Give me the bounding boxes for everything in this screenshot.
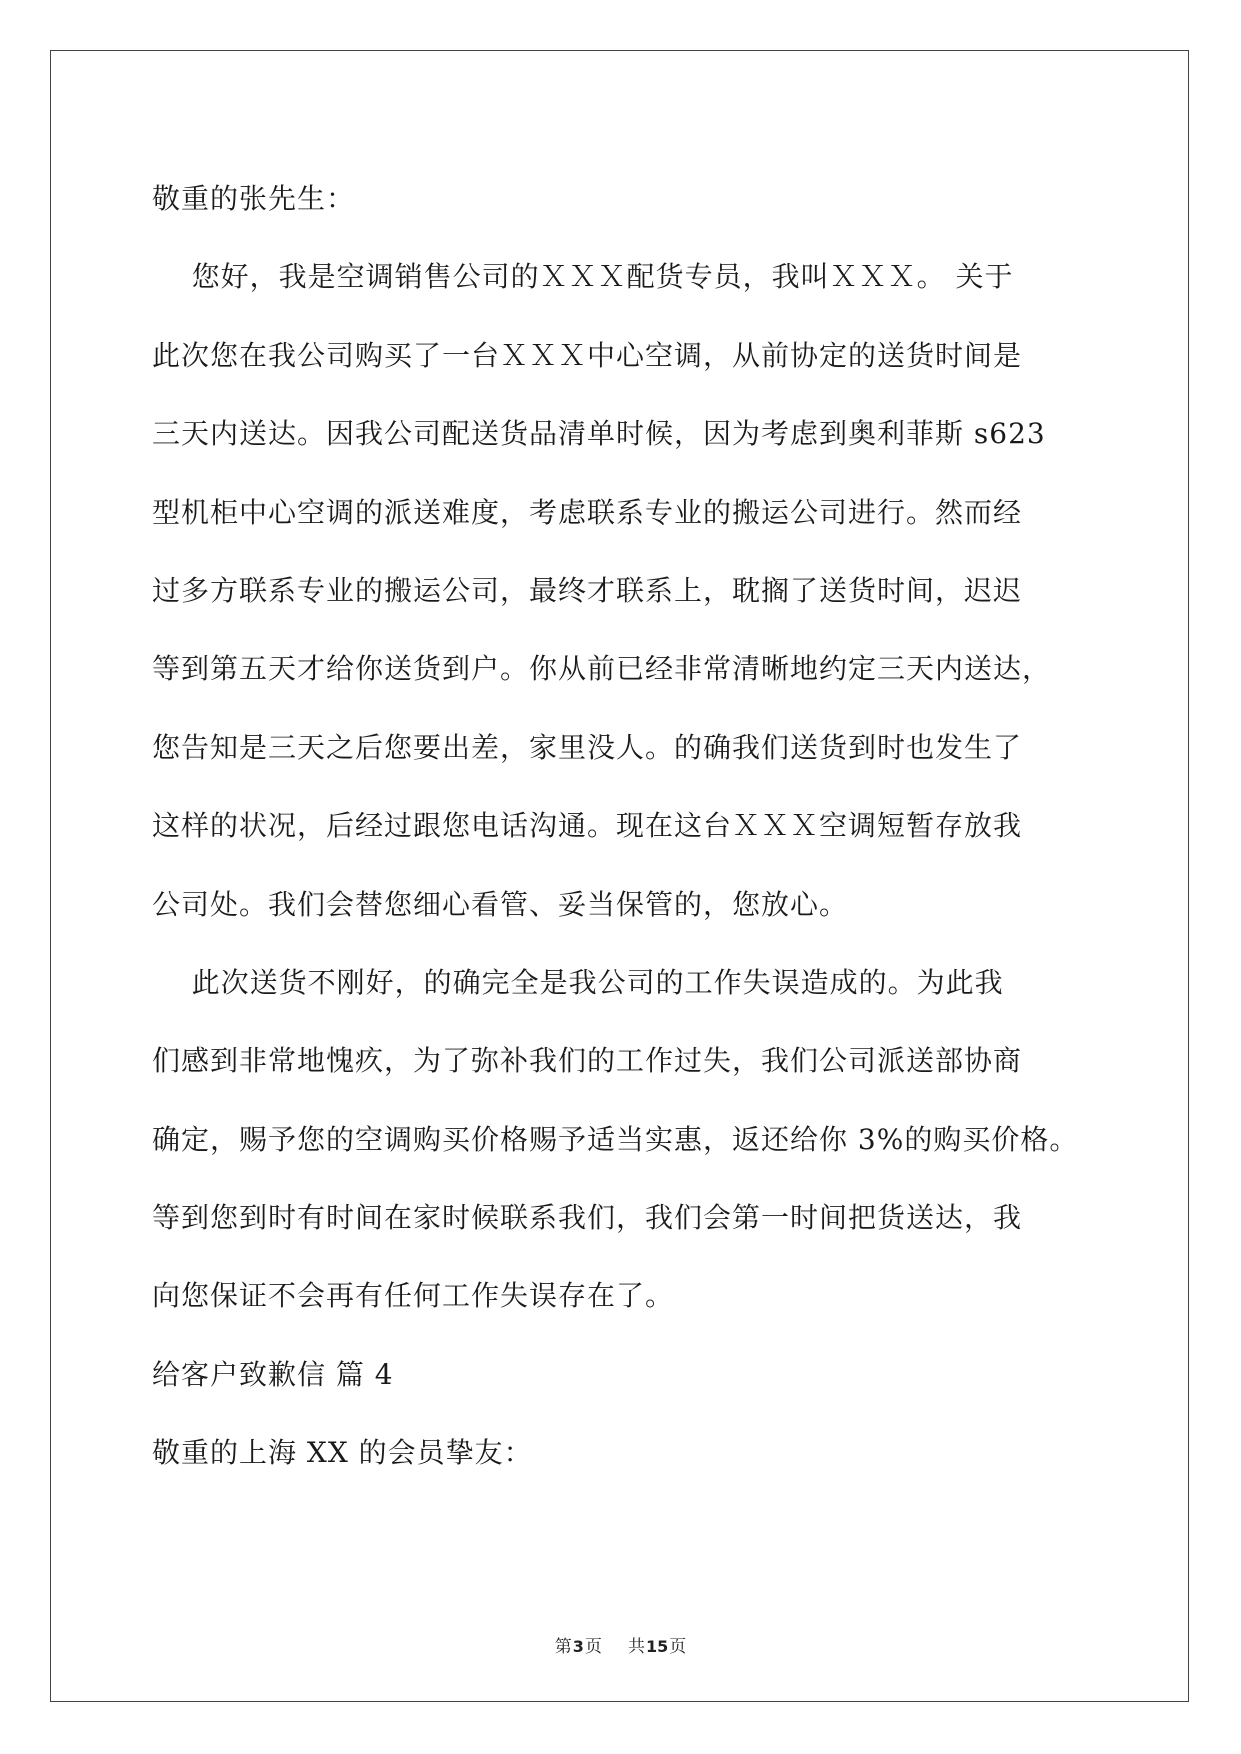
paragraph-line: 您好，我是空调销售公司的ＸＸＸ配货专员，我叫ＸＸＸ。 关于 (152, 260, 1014, 294)
paragraph-line: 此次您在我公司购买了一台ＸＸＸ中心空调，从前协定的送货时间是 (152, 338, 1023, 372)
section-heading: 给客户致歉信 篇 4 (152, 1357, 394, 1391)
total-pages: 15 (645, 1637, 669, 1656)
paragraph-line: 们感到非常地愧疚，为了弥补我们的工作过失，我们公司派送部协商 (152, 1044, 1023, 1078)
paragraph-line: 此次送货不刚好，的确完全是我公司的工作失误造成的。为此我 (152, 965, 1004, 999)
total-prefix: 共 (627, 1637, 645, 1657)
document-body (152, 160, 1092, 1493)
paragraph-line: 您告知是三天之后您要出差，家里没人。的确我们送货到时也发生了 (152, 730, 1023, 764)
paragraph-line: 等到第五天才给你送货到户。你从前已经非常清晰地约定三天内送达， (152, 652, 1052, 686)
paragraph-line: 等到您到时有时间在家时候联系我们，我们会第一时间把货送达，我 (152, 1201, 1023, 1235)
page-prefix: 第 (554, 1637, 572, 1657)
paragraph-line: 公司处。我们会替您细心看管、妥当保管的，您放心。 (152, 887, 849, 921)
paragraph-line: 确定，赐予您的空调购买价格赐予适当实惠，返还给你 3%的购买价格。 (152, 1122, 1079, 1156)
salutation: 敬重的张先生： (152, 182, 356, 215)
total-unit: 页 (669, 1637, 687, 1657)
salutation: 敬重的上海 XX 的会员挚友： (152, 1436, 533, 1470)
page-unit: 页 (584, 1637, 602, 1657)
paragraph-line: 型机柜中心空调的派送难度，考虑联系专业的搬运公司进行。然而经 (152, 495, 1023, 529)
paragraph-line: 向您保证不会再有任何工作失误存在了。 (152, 1279, 675, 1313)
page-number: 3 (572, 1637, 584, 1656)
paragraph-line: 三天内送达。因我公司配送货品清单时候，因为考虑到奥利菲斯 s623 (152, 417, 1046, 451)
paragraph-line: 这样的状况，后经过跟您电话沟通。现在这台ＸＸＸ空调短暂存放我 (152, 809, 1023, 843)
page-footer (0, 1632, 1241, 1657)
paragraph-line: 过多方联系专业的搬运公司，最终才联系上，耽搁了送货时间，迟迟 (152, 573, 1023, 607)
